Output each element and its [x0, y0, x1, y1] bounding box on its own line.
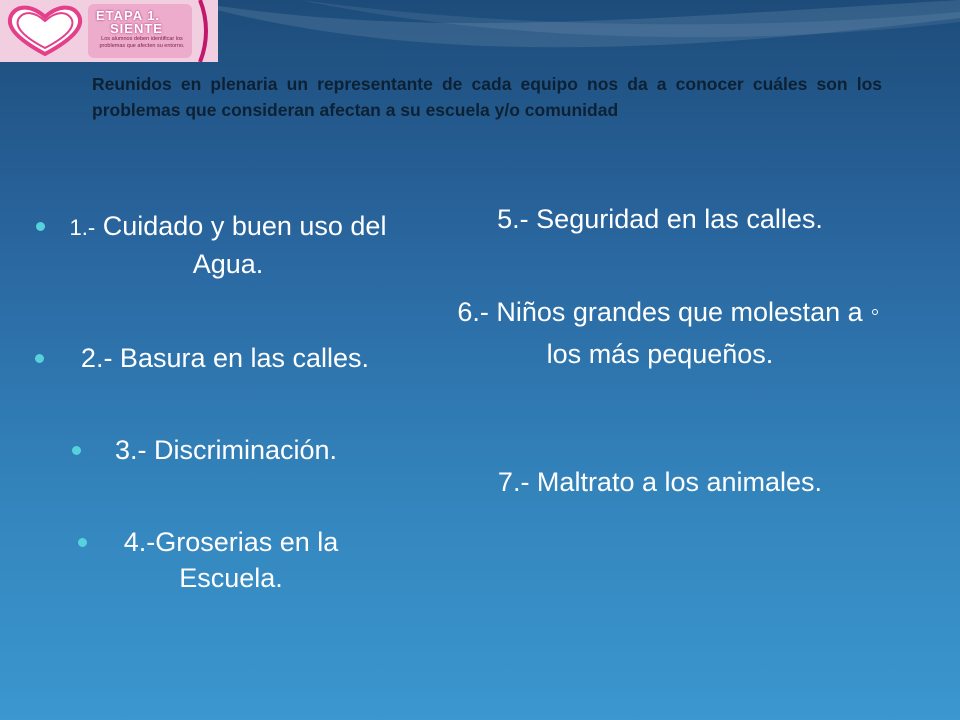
problem-item-6: 6.- Niños grandes que molestan a los más pequeños. [457, 297, 863, 369]
problem-item-1-text: Cuidado y buen uso del Agua. [95, 211, 387, 279]
problem-item-1-number: 1.- [69, 215, 96, 240]
bullet-icon [78, 538, 87, 547]
intro-paragraph: Reunidos en plenaria un representante de cada equipo nos da a conocer cuáles son los problemas que consideran afectan a su escuela y/o comunidad [92, 74, 882, 120]
bullet-icon [72, 446, 81, 455]
problem-item-4: 4.-Groserias en la Escuela. [123, 527, 339, 593]
problem-item-5: 5.- Seguridad en las calles. [497, 204, 823, 234]
problem-item-3: 3.- Discriminación. [114, 435, 338, 465]
problem-item-2: 2.- Basura en las calles. [80, 343, 370, 373]
small-circle-mark [872, 309, 878, 315]
problem-item-7: 7.- Maltrato a los animales. [497, 467, 823, 497]
logo-title-line2: SIENTE [110, 21, 163, 36]
problem-item-1 [58, 208, 398, 282]
logo-title-line1: ETAPA 1. [96, 8, 161, 23]
bullet-icon [36, 222, 45, 231]
logo-caption: Los alumnos deben identificar los problemas que afecten su entorno. [99, 36, 185, 49]
etapa-logo [0, 0, 218, 62]
bullet-icon [35, 354, 44, 363]
